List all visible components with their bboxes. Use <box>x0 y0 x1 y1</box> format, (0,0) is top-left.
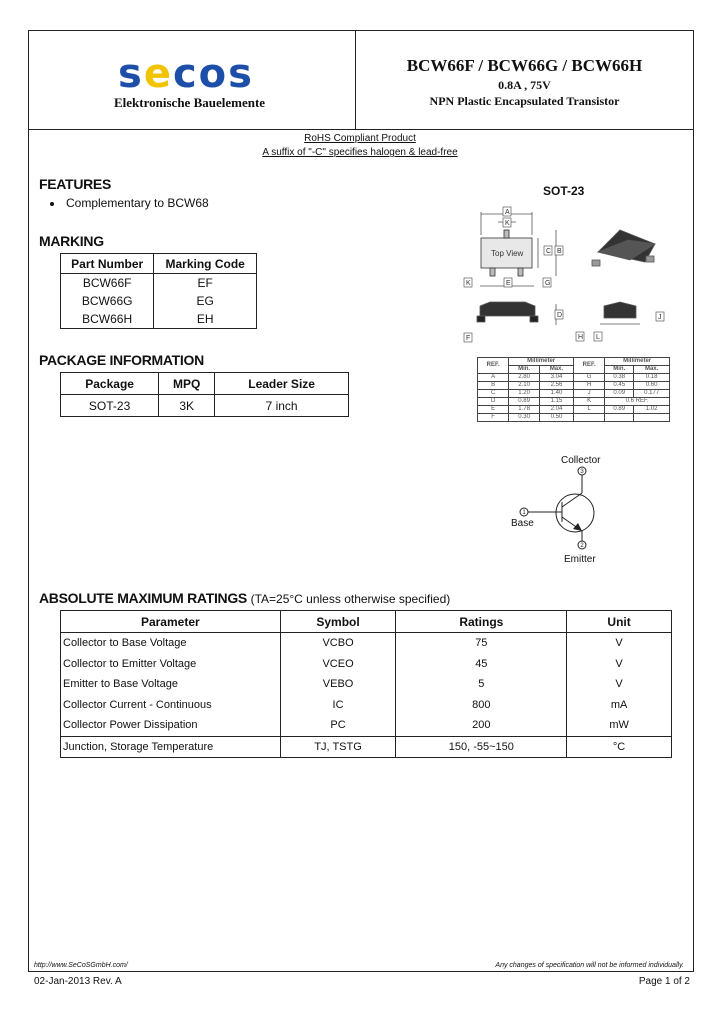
footer-url[interactable]: http://www.SeCoSGmbH.com/ <box>34 962 128 969</box>
dim-label: K <box>466 280 471 287</box>
sot23-title: SOT-23 <box>543 184 585 198</box>
table-row: D 0.89 1.15 K 0.6 REF. <box>478 398 670 406</box>
marking-table <box>60 253 257 329</box>
collector-label: Collector <box>561 455 601 466</box>
col-header: Ratings <box>396 611 567 633</box>
footer-divider <box>28 971 692 972</box>
ratings-condition: (TA=25°C unless otherwise specified) <box>250 592 451 606</box>
table-row: SOT-23 3K 7 inch <box>61 395 349 417</box>
col-header: Symbol <box>280 611 396 633</box>
table-row: Emitter to Base Voltage VEBO 5 V <box>61 674 672 695</box>
col-header: Package <box>61 373 159 395</box>
table-row: BCW66F EF <box>61 274 257 293</box>
dim-label: C <box>546 248 552 255</box>
package-heading: PACKAGE INFORMATION <box>39 352 204 368</box>
table-row: Collector Current - Continuous IC 800 mA <box>61 695 672 716</box>
package-table <box>60 372 349 417</box>
col-header: Parameter <box>61 611 281 633</box>
table-row: C 1.20 1.40 J 0.09 0.177 <box>478 390 670 398</box>
col-header: Unit <box>567 611 672 633</box>
marking-heading: MARKING <box>39 233 104 249</box>
col-header: MPQ <box>159 373 215 395</box>
table-row: E 1.78 2.04 L 0.89 1.02 <box>478 406 670 414</box>
emitter-label: Emitter <box>564 554 596 565</box>
npn-transistor-symbol <box>515 465 605 557</box>
table-row: Junction, Storage Temperature TJ, TSTG 150, -55~150 °C <box>61 736 672 758</box>
base-label: Base <box>511 518 534 529</box>
footer-note: Any changes of specification will not be informed individually. <box>495 962 684 969</box>
table-row: Collector Power Dissipation PC 200 mW <box>61 715 672 736</box>
col-header: Part Number <box>61 254 154 274</box>
dim-label: A <box>505 209 510 216</box>
halogen-free-notice: A suffix of "-C" specifies halogen & lead-free <box>262 147 458 158</box>
sot23-outline-drawing <box>460 200 680 350</box>
feature-item: Complementary to BCW68 <box>50 196 209 210</box>
pin-number: 2 <box>580 543 584 549</box>
table-row: BCW66H EH <box>61 310 257 329</box>
dim-label: F <box>466 335 471 342</box>
dim-label: J <box>658 314 662 321</box>
part-numbers-title: BCW66F / BCW66G / BCW66H <box>406 56 643 75</box>
table-row: Collector to Emitter Voltage VCEO 45 V <box>61 654 672 675</box>
rating-subtitle: 0.8A , 75V <box>498 78 551 92</box>
top-view-label: Top View <box>491 249 524 258</box>
table-row: Collector to Base Voltage VCBO 75 V <box>61 633 672 654</box>
ratings-table <box>60 610 672 758</box>
col-header: Leader Size <box>215 373 349 395</box>
dim-label: H <box>578 334 584 341</box>
secos-logo: secos <box>118 51 254 97</box>
rohs-notice: RoHS Compliant Product <box>304 133 416 144</box>
features-heading: FEATURES <box>39 176 112 192</box>
table-row: B 2.10 2.56 H 0.45 0.60 <box>478 382 670 390</box>
dim-label: E <box>506 280 511 287</box>
dimension-table: REF. Millimeter REF. Millimeter Min. Max. Min. Max. A 2.80 3.04 G 0.38 0.18 B 2.10 2.56 H 0.45 0.60 C 1.20 1.40 J 0.09 0.177 D 0.89 1.15 K 0.6 REF. E 1.78 2.04 L 0.89 1.02 F 0.30 0.50 <box>477 357 670 422</box>
table-row: F 0.30 0.50 <box>478 414 670 422</box>
pin-number: 3 <box>580 469 584 475</box>
table-row: A 2.80 3.04 G 0.38 0.18 <box>478 374 670 382</box>
col-header: Marking Code <box>154 254 257 274</box>
footer-page: Page 1 of 2 <box>638 976 690 987</box>
footer-date: 02-Jan-2013 Rev. A <box>34 976 122 987</box>
table-row: BCW66G EG <box>61 292 257 310</box>
dim-label: G <box>545 280 551 287</box>
dim-label: L <box>596 334 600 341</box>
description-subtitle: NPN Plastic Encapsulated Transistor <box>429 94 620 108</box>
ratings-heading: ABSOLUTE MAXIMUM RATINGS (TA=25°C unless otherwise specified) <box>39 590 451 606</box>
logo-subtitle: Elektronische Bauelemente <box>114 95 266 110</box>
dim-label: D <box>557 312 563 319</box>
dim-label: K <box>505 220 510 227</box>
dim-label: B <box>557 248 562 255</box>
pin-number: 1 <box>522 510 526 516</box>
